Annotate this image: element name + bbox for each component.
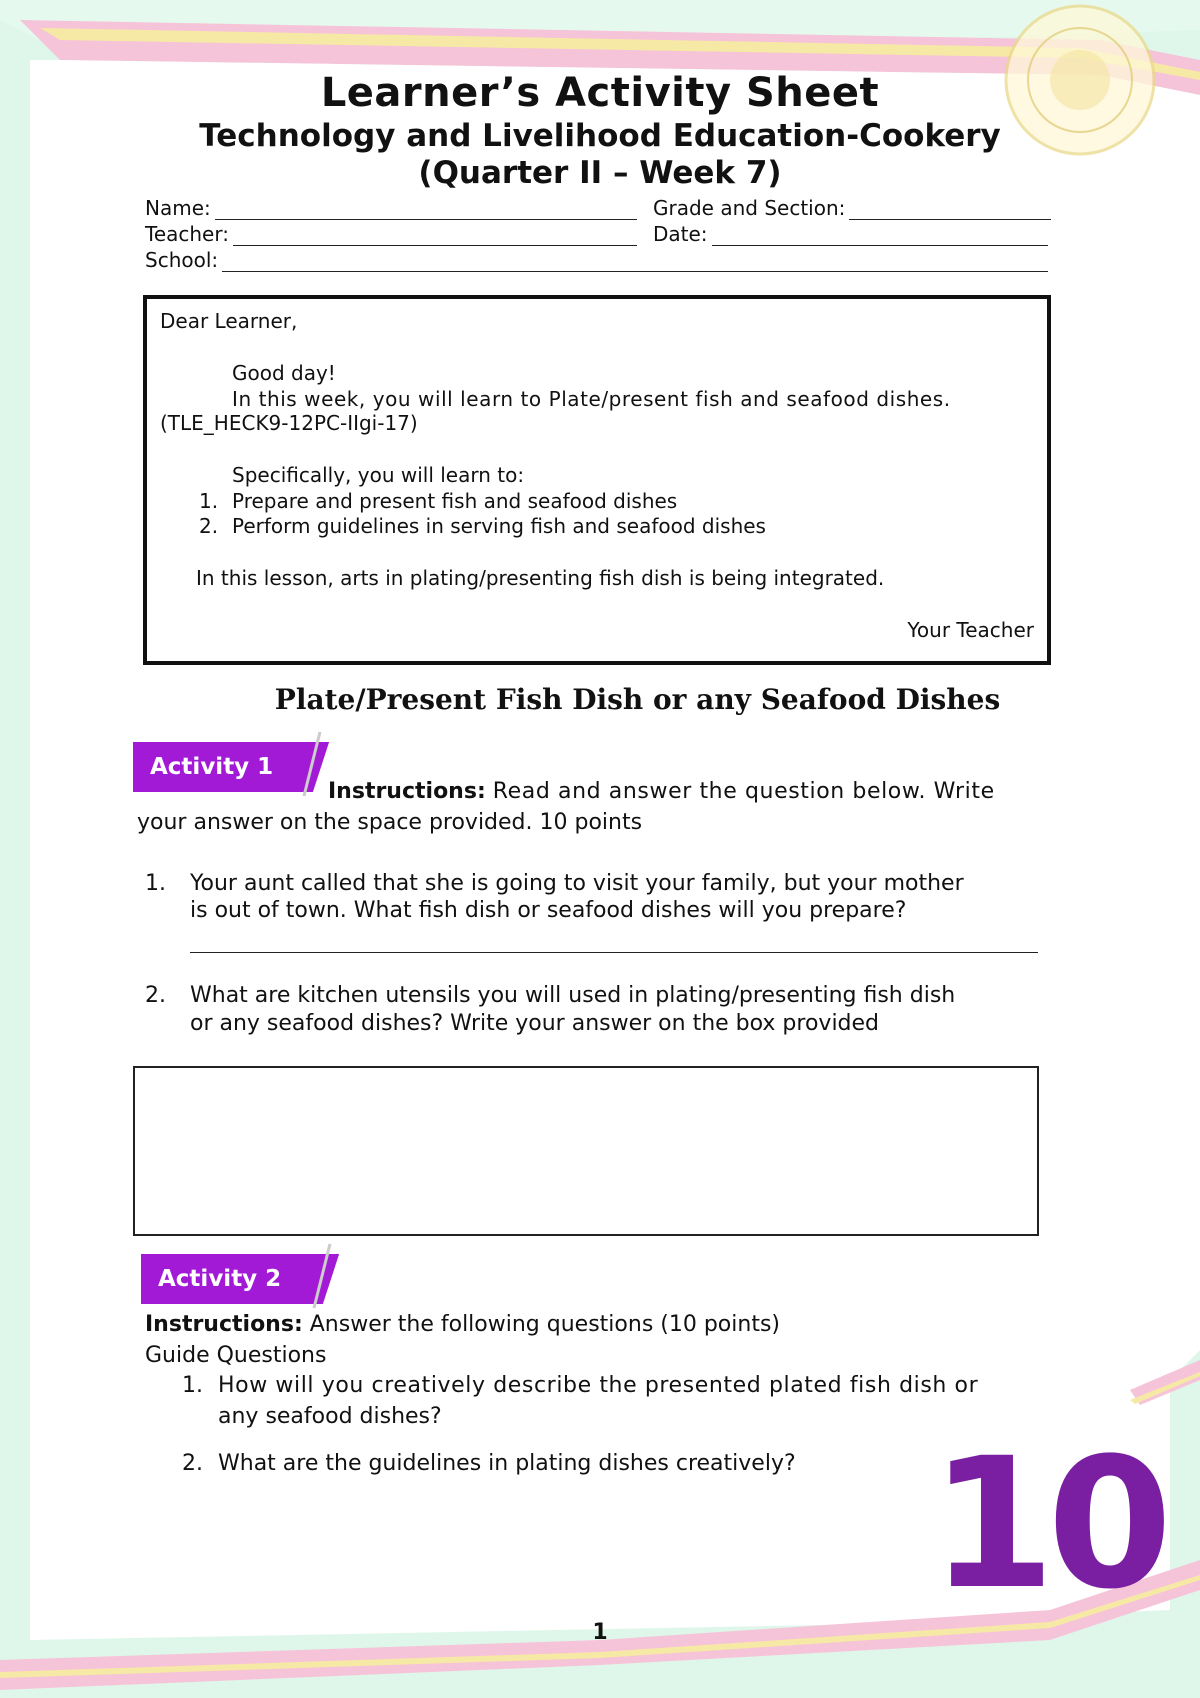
date-label: Date:	[653, 222, 708, 246]
subject-title: Technology and Livelihood Education-Cookery	[199, 118, 1001, 154]
lesson-title: Plate/Present Fish Dish or any Seafood Dishes	[274, 683, 1001, 716]
activity-2-question-2: What are the guidelines in plating dishes creatively?	[218, 1451, 796, 1476]
answer-line[interactable]	[190, 952, 1038, 953]
grade-section-field[interactable]	[653, 196, 1051, 220]
activity-1-instructions-cont: your answer on the space provided. 10 points	[137, 810, 643, 835]
activity-2-instructions	[145, 1312, 780, 1337]
sheet-title: Learner’s Activity Sheet	[320, 70, 880, 116]
activity-1-question-2-cont: or any seafood dishes? Write your answer on the box provided	[190, 1011, 880, 1036]
activity-1-label: Activity 1	[150, 754, 274, 780]
badge-stroke-icon	[310, 1242, 334, 1312]
objective-number: 1.	[199, 489, 219, 513]
activity-1-instructions	[328, 779, 995, 804]
name-label: Name:	[145, 196, 211, 220]
activity-1-instructions-label: Instructions:	[328, 779, 486, 804]
letter-integration: In this lesson, arts in plating/presenting fish dish is being integrated.	[196, 566, 885, 590]
question-number: 2.	[145, 983, 166, 1008]
quarter-title: (Quarter II – Week 7)	[418, 155, 782, 191]
letter-signoff: Your Teacher	[907, 618, 1034, 642]
activity-1-badge	[133, 742, 307, 792]
activity-1-instructions-text: Read and answer the question below. Write	[492, 779, 995, 804]
letter-greeting: Good day!	[232, 361, 336, 385]
page-number: 1	[592, 1620, 608, 1645]
date-line	[712, 226, 1048, 246]
name-field[interactable]	[145, 196, 637, 220]
activity-2-question-1-cont: any seafood dishes?	[218, 1404, 442, 1429]
teacher-label: Teacher:	[145, 222, 229, 246]
question-number: 2.	[182, 1451, 203, 1476]
letter-intro-line1: In this week, you will learn to Plate/present fish and seafood dishes.	[232, 387, 951, 411]
letter-box	[143, 295, 1051, 665]
grade-section-label: Grade and Section:	[653, 196, 846, 220]
school-line	[222, 252, 1048, 272]
school-label: School:	[145, 248, 219, 272]
activity-2-instructions-label: Instructions:	[145, 1312, 303, 1337]
activity-2-instructions-text: Answer the following questions (10 points)	[309, 1312, 780, 1337]
activity-2-question-1: How will you creatively describe the presented plated fish dish or	[218, 1373, 979, 1398]
teacher-field[interactable]	[145, 222, 637, 246]
letter-objectives-lead: Specifically, you will learn to:	[232, 463, 525, 487]
answer-box[interactable]	[133, 1066, 1039, 1236]
school-field[interactable]	[145, 248, 1048, 272]
objective-item: Perform guidelines in serving fish and seafood dishes	[232, 514, 766, 538]
badge-stroke-icon	[300, 730, 324, 800]
objective-item: Prepare and present fish and seafood dishes	[232, 489, 678, 513]
activity-1-question-1: Your aunt called that she is going to visit your family, but your mother	[190, 871, 964, 896]
grade-level-number: 10	[930, 1420, 1165, 1629]
activity-1-question-2: What are kitchen utensils you will used in plating/presenting fish dish	[190, 983, 956, 1008]
activity-1-question-1-cont: is out of town. What fish dish or seafood dishes will you prepare?	[190, 898, 907, 923]
activity-2-label: Activity 2	[158, 1266, 282, 1292]
teacher-line	[233, 226, 637, 246]
activity-2-badge	[141, 1254, 317, 1304]
grade-section-line	[849, 200, 1051, 220]
letter-salutation: Dear Learner,	[160, 309, 298, 333]
question-number: 1.	[182, 1373, 203, 1398]
name-line	[215, 200, 637, 220]
guide-questions-label: Guide Questions	[145, 1343, 327, 1368]
date-field[interactable]	[653, 222, 1048, 246]
objective-number: 2.	[199, 514, 219, 538]
question-number: 1.	[145, 871, 166, 896]
letter-intro-line2: (TLE_HECK9-12PC-IIgi-17)	[160, 411, 418, 435]
